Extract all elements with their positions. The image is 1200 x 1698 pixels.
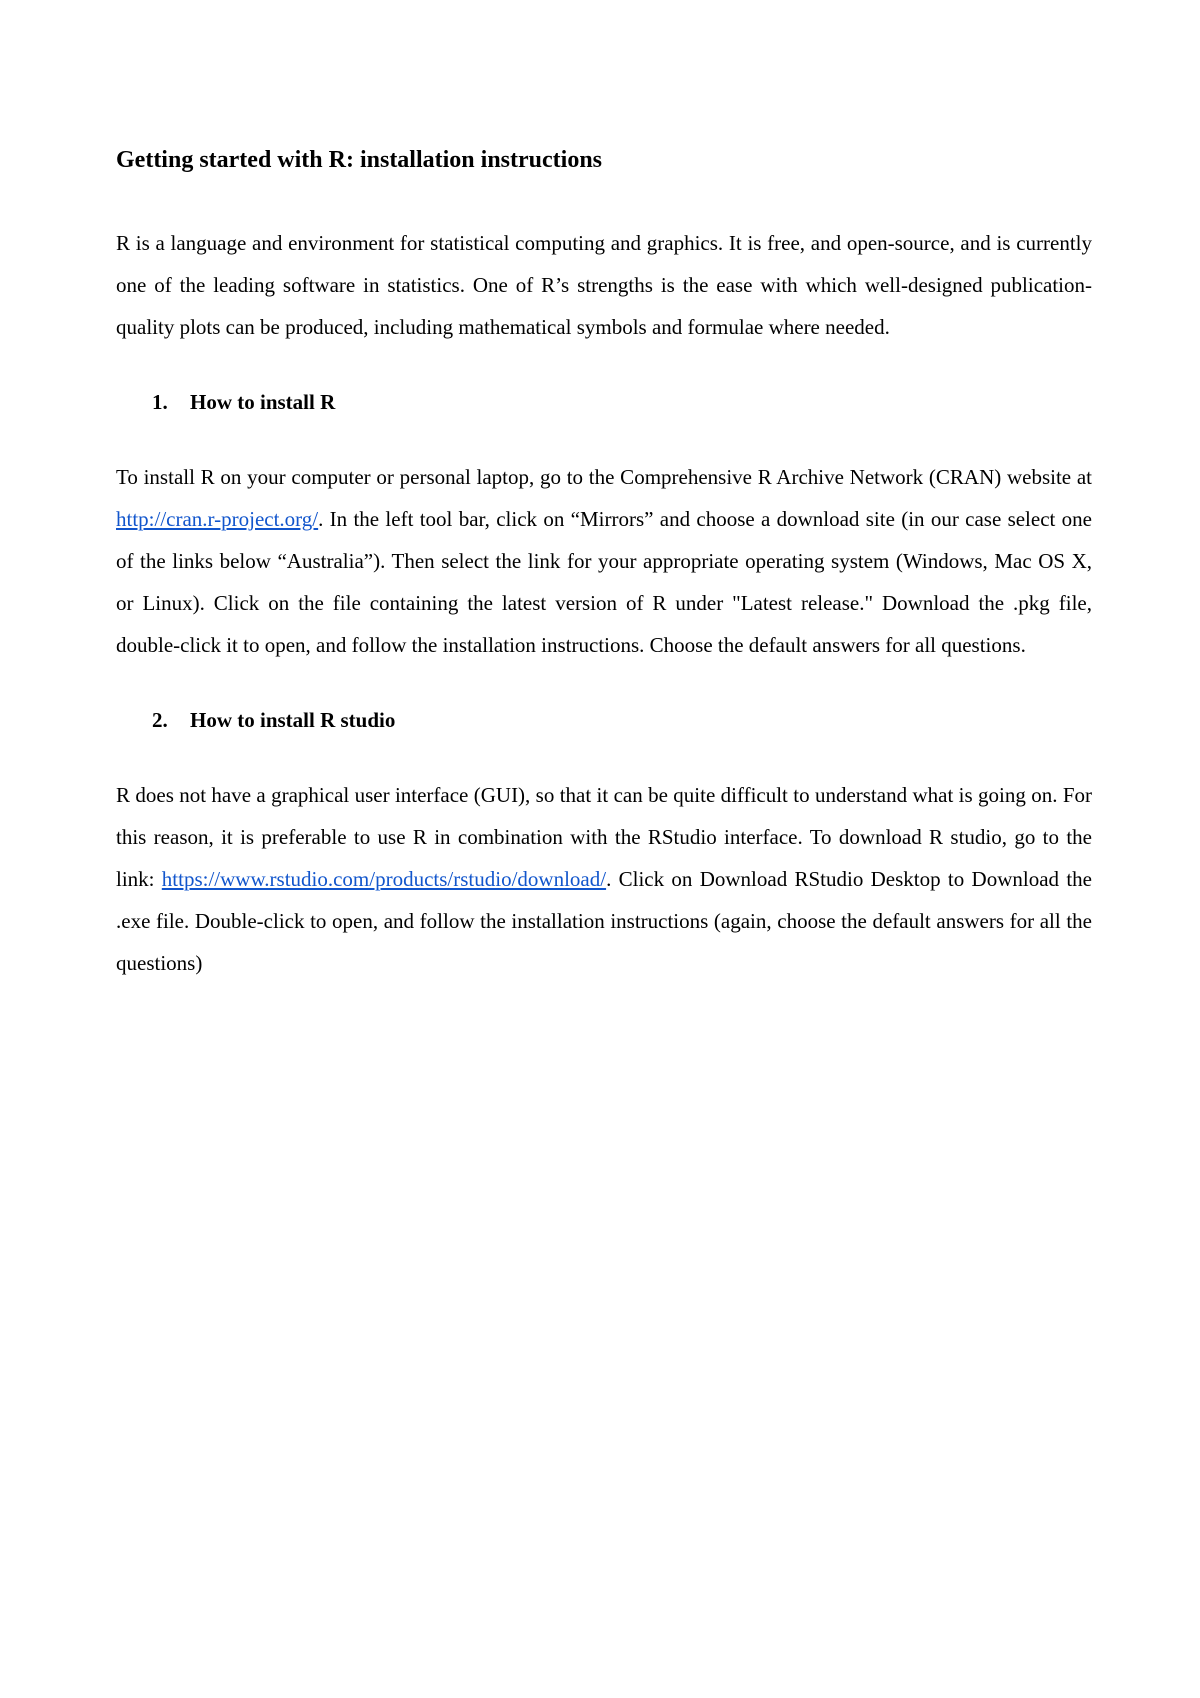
section-1-text-before-link: To install R on your computer or personal laptop, go to the Comprehensive R Archive Network (CRAN) website at [116, 465, 1092, 489]
section-2-text-after-link: . Click on Download RStudio Desktop to Download the .exe file. Double-click to open, and follow the installation instructions (again, choose the default answers for all the questions) [116, 867, 1092, 975]
section-2-title: How to install R studio [190, 708, 396, 732]
section-2-heading [116, 704, 1092, 736]
section-1-heading [116, 386, 1092, 418]
section-1-number: 1. [152, 390, 168, 414]
cran-link[interactable]: http://cran.r-project.org/ [116, 507, 319, 531]
section-2-number: 2. [152, 708, 168, 732]
rstudio-download-link[interactable]: https://www.rstudio.com/products/rstudio/download/ [161, 867, 607, 891]
section-1-paragraph [116, 456, 1092, 666]
section-2-paragraph [116, 774, 1092, 984]
section-2-text-before-link: R does not have a graphical user interface (GUI), so that it can be quite difficult to understand what is going on. For this reason, it is preferable to use R in combination with the RStudio interface. To download R studio, go to the link: [116, 783, 1092, 891]
section-1-title: How to install R [190, 390, 336, 414]
document-title: Getting started with R: installation instructions [116, 147, 602, 173]
document-content [116, 144, 1092, 984]
intro-paragraph: R is a language and environment for statistical computing and graphics. It is free, and open-source, and is currently one of the leading software in statistics. One of R’s strengths is the ease with which well-designed publication-quality plots can be produced, including mathematical symbols and formulae where needed. [116, 231, 1092, 339]
section-1-text-after-link: . In the left tool bar, click on “Mirrors” and choose a download site (in our case select one of the links below “Australia”). Then select the link for your appropriate operating system (Windows, Mac OS X, or Linux). Click on the file containing the latest version of R under "Latest release." Download the .pkg file, double-click it to open, and follow the installation instructions. Choose the default answers for all questions. [116, 507, 1092, 657]
